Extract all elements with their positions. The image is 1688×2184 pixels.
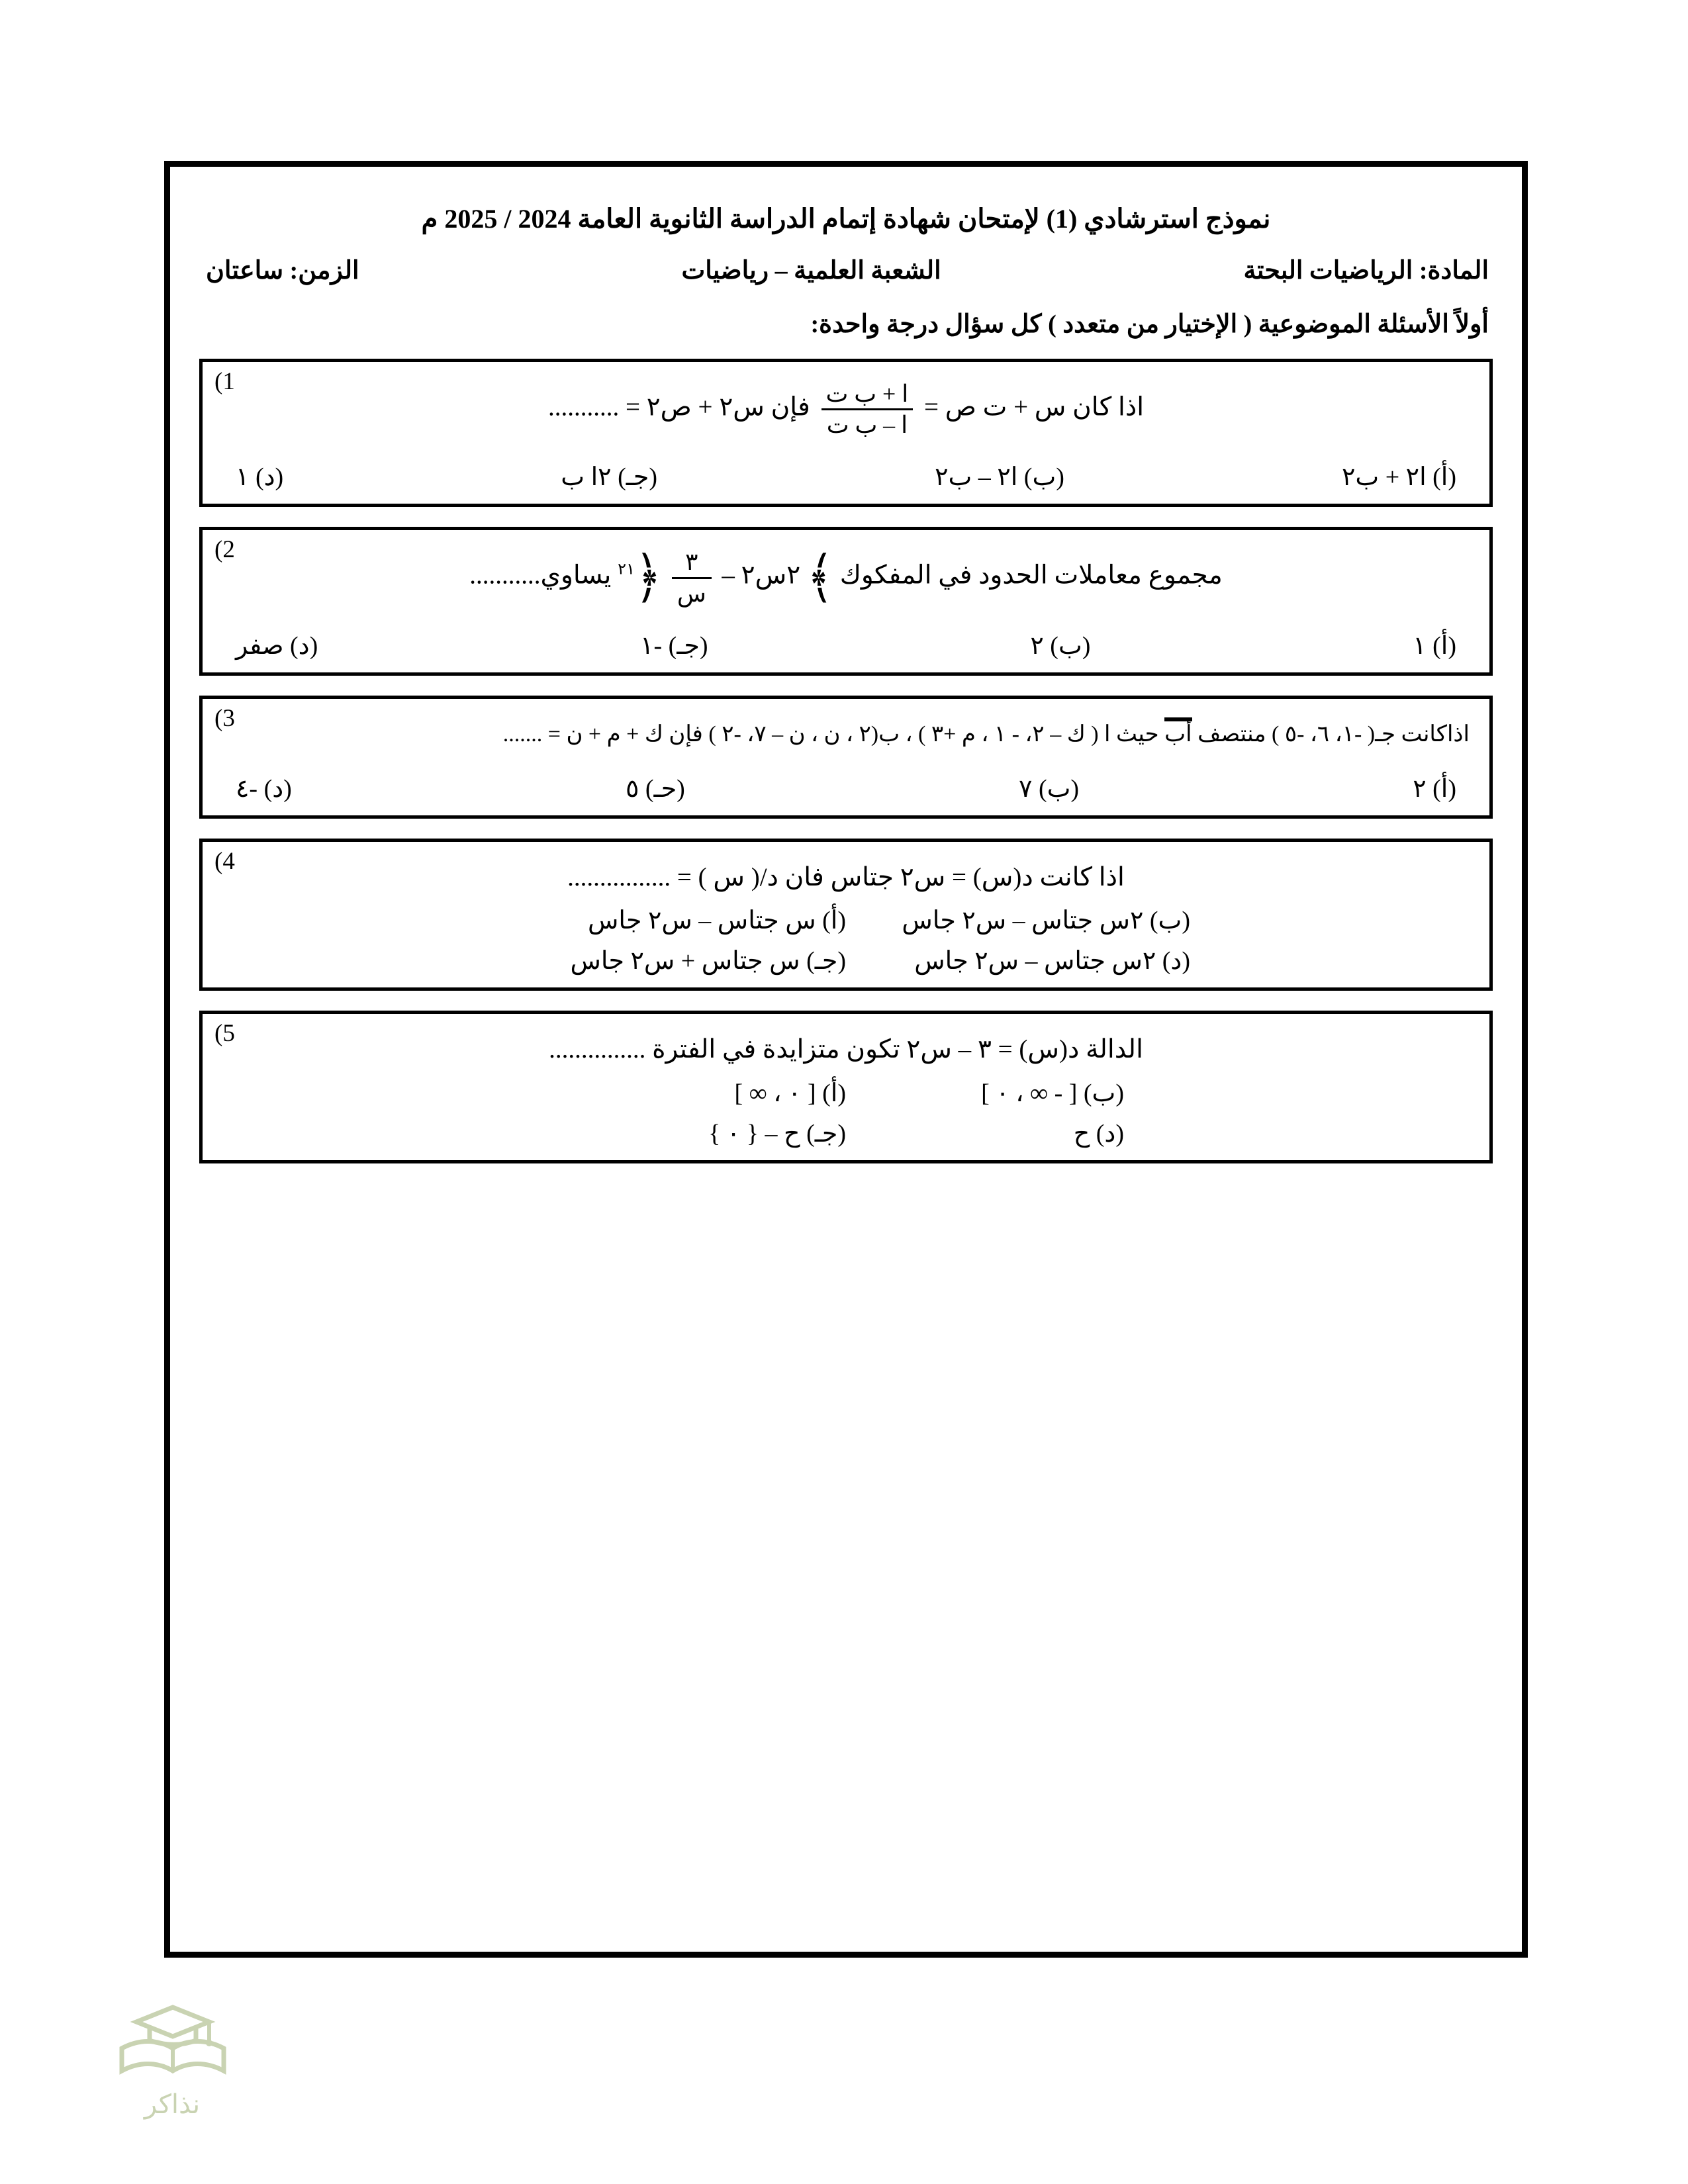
q4-choice-b-label: (ب): [1149, 907, 1190, 935]
question-box-5: [199, 1011, 1493, 1163]
q2-choice-c-label: (جـ): [668, 631, 708, 660]
q3-choice-a[interactable]: [1413, 774, 1456, 803]
q2-choice-b[interactable]: [1030, 631, 1090, 660]
q1-stem-prefix: اذا كان س + ت ص =: [923, 392, 1145, 422]
question-2-choices: [220, 631, 1472, 660]
q2-paren-close: ﴿: [635, 545, 662, 609]
question-4-choices-row-2: [220, 946, 1472, 976]
q4-choice-b[interactable]: [846, 905, 1190, 935]
q4-choice-c[interactable]: [502, 946, 846, 976]
q1-choice-b[interactable]: [935, 462, 1064, 492]
q3-choice-d-text: -٤: [236, 774, 258, 803]
page-content: [170, 167, 1522, 1163]
q5-choice-b-label: (ب): [1083, 1079, 1124, 1107]
q2-exponent: ٢١: [618, 560, 635, 578]
q1-fraction-numerator: ا + ب ت: [825, 381, 909, 407]
q2-paren-open: ﴾: [806, 545, 833, 609]
q1-choice-a[interactable]: [1342, 462, 1456, 492]
q3-choice-c[interactable]: [626, 774, 685, 803]
q5-choice-d[interactable]: [846, 1118, 1124, 1148]
q1-choice-c-text: ٢ا ب: [561, 463, 612, 492]
watermark: [73, 2002, 271, 2134]
exam-meta-row: [199, 255, 1493, 285]
q2-choice-d[interactable]: [236, 631, 318, 660]
question-1-choices: [220, 462, 1472, 492]
q5-choice-b[interactable]: [846, 1078, 1124, 1108]
question-number-2: (2: [214, 536, 235, 564]
q5-choice-c-text: ح – { ٠ }: [708, 1119, 800, 1148]
q2-stem-suffix: يساوي...........: [469, 561, 612, 590]
q4-choice-d[interactable]: [846, 946, 1190, 976]
q1-choice-d[interactable]: [236, 462, 283, 492]
q5-choice-c[interactable]: [568, 1118, 846, 1148]
q5-choice-d-label: (د): [1096, 1119, 1124, 1148]
q2-stem-prefix: مجموع معاملات الحدود في المفكوك: [839, 561, 1223, 590]
q4-choice-b-text: ٢س جتاس – س٢ جاس: [902, 907, 1144, 935]
question-stem-1: [220, 381, 1472, 438]
q2-inner-left: ٢س٢ –: [722, 561, 801, 590]
q1-fraction-denominator: ا – ب ت: [821, 408, 913, 438]
question-stem-3: [220, 717, 1472, 750]
question-stem-2: [220, 545, 1472, 609]
page-title: نموذج استرشادي (1) لإمتحان شهادة إتمام الدراسة الثانوية العامة 2024 / 2025 م: [421, 204, 1271, 234]
q5-choice-b-text: [ - ∞ ، ٠ ]: [981, 1079, 1078, 1107]
q5-choice-d-text: ح: [1073, 1119, 1090, 1148]
q2-choice-a-text: ١: [1413, 631, 1427, 660]
q3-choice-b-label: (ب): [1038, 774, 1080, 803]
q2-choice-d-label: (د): [290, 631, 318, 660]
q3-choice-d[interactable]: [236, 774, 292, 803]
q4-choice-c-text: س جتاس + س٢ جاس: [570, 947, 800, 976]
question-number-1: (1: [214, 368, 235, 395]
question-number-3: (3: [214, 704, 235, 732]
q1-choice-c[interactable]: [561, 462, 657, 492]
q4-choice-a-label: (أ): [822, 907, 846, 935]
question-number-5: (5: [214, 1020, 235, 1048]
q4-choice-d-text: ٢س جتاس – س٢ جاس: [914, 947, 1156, 976]
question-box-4: [199, 839, 1493, 991]
q1-choice-d-text: ١: [236, 463, 250, 492]
q5-choice-a[interactable]: [568, 1078, 846, 1108]
q3-choice-a-text: ٢: [1413, 774, 1427, 803]
meta-time: الزمن: ساعتان: [206, 257, 359, 285]
q1-choice-b-label: (ب): [1023, 463, 1064, 492]
q3-choice-b[interactable]: [1019, 774, 1079, 803]
q4-choice-c-label: (جـ): [806, 947, 846, 976]
q2-choice-b-label: (ب): [1050, 631, 1091, 660]
q3-choice-c-label: (حـ): [645, 774, 685, 803]
q1-choice-a-text: ا٢ + ب٢: [1342, 463, 1427, 492]
question-5-choices-row-2: [220, 1118, 1472, 1148]
q2-fraction-numerator: ٣: [685, 549, 698, 576]
question-box-3: [199, 696, 1493, 819]
question-stem-5: الدالة د(س) = ٣ – س٢ تكون متزايدة في الفترة ...............: [549, 1035, 1143, 1064]
q2-choice-c-text: -١: [640, 631, 663, 660]
q1-choice-c-label: (جـ): [618, 463, 657, 492]
q5-choice-a-label: (أ): [822, 1079, 846, 1107]
exam-page-frame: [164, 161, 1528, 1958]
watermark-text: نذاكر: [144, 2089, 201, 2120]
q3-choice-b-text: ٧: [1019, 774, 1033, 803]
question-3-choices: [220, 774, 1472, 803]
q3-choice-d-label: (د): [263, 774, 292, 803]
q2-choice-a-label: (أ): [1432, 631, 1456, 660]
q3-choice-c-text: ٥: [625, 774, 639, 803]
question-box-1: [199, 359, 1493, 507]
section-heading: أولاً الأسئلة الموضوعية ( الإختيار من متعدد ) كل سؤال درجة واحدة:: [810, 310, 1489, 338]
q1-fraction: [821, 381, 914, 438]
q2-choice-b-text: ٢: [1030, 631, 1044, 660]
q5-choice-c-label: (جـ): [806, 1119, 846, 1148]
q2-fraction: [672, 549, 712, 606]
meta-division: الشعبة العلمية – رياضيات: [681, 257, 941, 285]
q2-choice-a[interactable]: [1413, 631, 1456, 660]
question-number-4: (4: [214, 847, 235, 875]
q2-choice-c[interactable]: [640, 631, 708, 660]
q1-stem-suffix: فإن س٢ + ص٢ = ...........: [547, 392, 810, 422]
q4-choice-a[interactable]: [502, 905, 846, 935]
question-5-choices-row-1: [220, 1078, 1472, 1108]
q5-choice-a-text: [ ٠ ، ∞ ]: [734, 1079, 816, 1107]
q3-stem-part1: اذاكانت جـ( -١، ٦، -٥ ) منتصف: [1197, 721, 1470, 747]
q3-segment-overline: أب: [1164, 717, 1192, 747]
q1-choice-a-label: (أ): [1432, 463, 1456, 492]
q2-fraction-denominator: س: [672, 577, 712, 607]
question-box-2: [199, 527, 1493, 675]
question-4-choices-row-1: [220, 905, 1472, 935]
q1-choice-b-text: ا٢ – ب٢: [935, 463, 1018, 492]
graduation-book-logo-icon: [110, 2002, 236, 2087]
q3-choice-a-label: (أ): [1432, 774, 1456, 803]
q2-choice-d-text: صفر: [236, 631, 284, 660]
q3-stem-part2: حيث ا ( ك – ٢، - ١ ، م +٣ ) ، ب(٢ ، ن ، ن – ٧، -٢ ) فإن ك + م + ن = .......: [502, 721, 1159, 747]
question-stem-4: اذا كانت د(س) = س٢ جتاس فان د/( س ) = ................: [567, 862, 1125, 891]
q4-choice-d-label: (د): [1162, 947, 1190, 976]
q1-choice-d-label: (د): [255, 463, 284, 492]
meta-subject: المادة: الرياضيات البحتة: [1243, 257, 1489, 285]
q4-choice-a-text: س جتاس – س٢ جاس: [588, 907, 816, 935]
